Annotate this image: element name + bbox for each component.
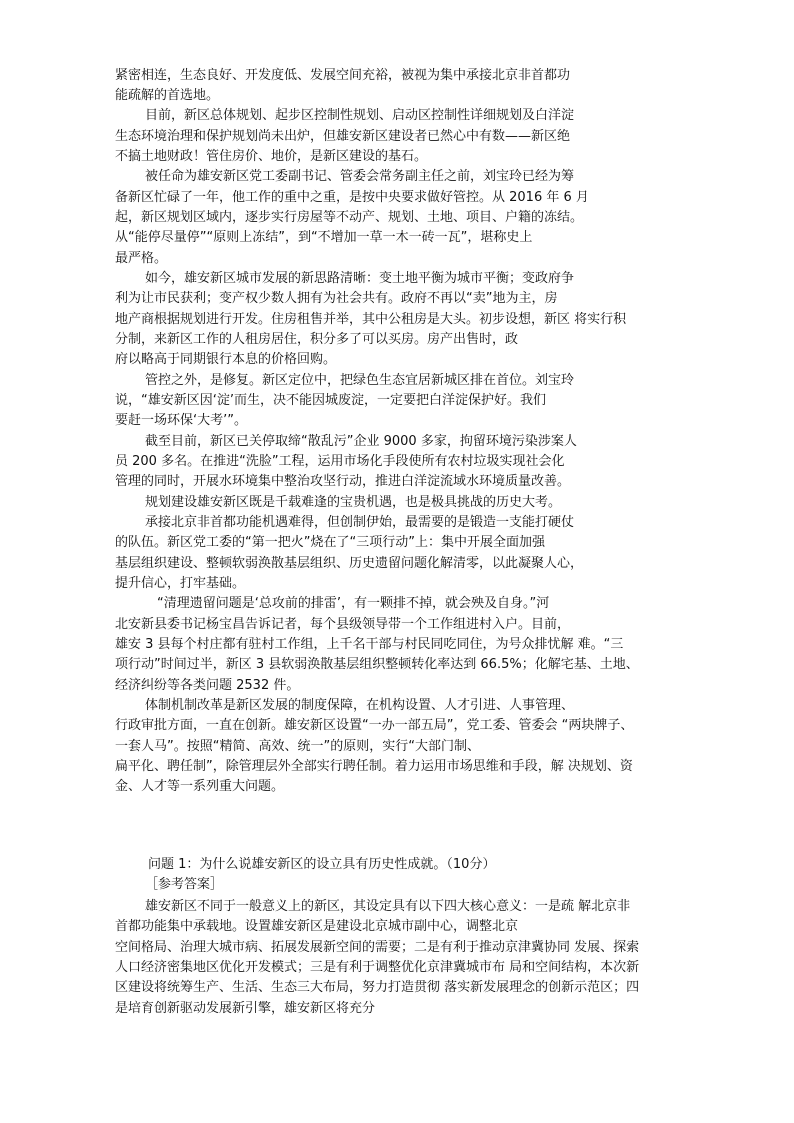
answer-line: 空间格局、治理大城市病、拓展发展新空间的需要；二是有利于推动京津冀协同 发展、探索: [115, 940, 640, 955]
body-line: 项行动”时间过半，新区 3 县软弱涣散基层组织整顿转化率达到 66.5%；化解宅基、土地、: [115, 657, 639, 672]
body-line: 紧密相连，生态良好、开发度低、发展空间充裕，被视为集中承接北京非首都功: [115, 68, 571, 83]
answer-line: 人口经济密集地区优化开发模式；三是有利于调整优化京津冀城市布 局和空间结构，本次新: [115, 960, 640, 975]
body-line: 规划建设雄安新区既是千载难逢的宝贵机遇，也是极具挑战的历史大考。: [145, 495, 562, 510]
body-line: 不搞土地财政！管住房价、地价，是新区建设的基石。: [115, 149, 428, 164]
body-line: 最严格。: [115, 251, 168, 266]
body-line: 金、人才等一系列重大问题。: [115, 779, 285, 794]
answer-label: ［参考答案］: [145, 877, 224, 892]
answer-line: 是培育创新驱动发展新引擎，雄安新区将充分: [115, 1001, 376, 1016]
body-line: 截至目前，新区已关停取缔“散乱污”企业 9000 多家，拘留环境污染涉案人: [145, 434, 577, 449]
body-line: 起，新区规划区域内，逐步实行房屋等不动产、规划、土地、项目、户籍的冻结。: [115, 210, 584, 225]
body-line: 分制，来新区工作的人租房居住，积分多了可以买房。房产出售时，政: [115, 332, 519, 347]
body-line: 被任命为雄安新区党工委副书记、管委会常务副主任之前，刘宝玲已经为筹: [145, 169, 575, 184]
body-line: 地产商根据规划进行开发。住房租售并举，其中公租房是大头。初步设想，新区 将实行积: [115, 312, 627, 327]
body-line: 府以略高于同期银行本息的价格回购。: [115, 352, 337, 367]
body-line: 管控之外，是修复。新区定位中，把绿色生态宜居新城区排在首位。刘宝玲: [145, 373, 575, 388]
body-line: 目前，新区总体规划、起步区控制性规划、启动区控制性详细规划及白洋淀: [145, 108, 575, 123]
answer-line: 雄安新区不同于一般意义上的新区，其设定具有以下四大核心意义：一是疏 解北京非: [145, 899, 631, 914]
body-line: 基层组织建设、整顿软弱涣散基层组织、历史遗留问题化解清零，以此凝聚人心，: [115, 556, 584, 571]
body-line: 员 200 多名。在推进“洗脸”工程，运用市场化手段使所有农村垃圾实现社会化: [115, 454, 565, 469]
body-line: “清理遗留问题是‘总攻前的排雷’，有一颗排不掉，就会殃及自身。”河: [157, 596, 550, 611]
question-title: 问题 1：为什么说雄安新区的设立具有历史性成就。（10分）: [148, 857, 496, 872]
body-line: 要赶一场环保‘大考’”。: [115, 413, 247, 428]
body-line: 扁平化、聘任制”，除管理层外全部实行聘任制。着力运用市场思维和手段，解 决规划、资: [115, 759, 633, 774]
body-line: 提升信心，打牢基础。: [115, 576, 246, 591]
body-line: 的队伍。新区党工委的“第一把火”烧在了“三项行动”上：集中开展全面加强: [115, 535, 545, 550]
body-line: 说，“雄安新区因‘淀’而生，决不能因城废淀，一定要把白洋淀保护好。我们: [115, 393, 546, 408]
body-line: 承接北京非首都功能机遇难得，但创制伊始，最需要的是锻造一支能打硬仗: [145, 515, 575, 530]
body-line: 行政审批方面，一直在创新。雄安新区设置“一办一部五局”，党工委、管委会 “两块牌子、: [115, 718, 634, 733]
body-line: 生态环境治理和保护规划尚未出炉，但雄安新区建设者已然心中有数——新区绝: [115, 129, 571, 144]
body-line: 如今，雄安新区城市发展的新思路清晰：变土地平衡为城市平衡；变政府争: [145, 271, 575, 286]
body-line: 一套人马”。按照“精简、高效、统一”的原则，实行“大部门制、: [115, 739, 480, 754]
body-line: 能疏解的首选地。: [115, 88, 220, 103]
body-line: 北安新县委书记杨宝昌告诉记者，每个县级领导带一个工作组进村入户。目前，: [115, 617, 571, 632]
body-line: 备新区忙碌了一年，他工作的重中之重，是按中央要求做好管控。从 2016 年 6 月: [115, 190, 589, 205]
body-line: 利为让市民获利；变产权少数人拥有为社会共有。政府不再以“卖”地为主，房: [115, 291, 558, 306]
answer-line: 区建设将统筹生产、生活、生态三大布局，努力打造贯彻 落实新发展理念的创新示范区；四: [115, 980, 640, 995]
body-line: 雄安 3 县每个村庄都有驻村工作组，上千名干部与村民同吃同住，为号众排忧解 难。“三: [115, 637, 624, 652]
body-line: 管理的同时，开展水环境集中整治攻坚行动，推进白洋淀流域水环境质量改善。: [115, 474, 571, 489]
body-line: 从“能停尽量停”“原则上冻结”，到“不增加一草一木一砖一瓦”，堪称史上: [115, 230, 533, 245]
body-line: 体制机制改革是新区发展的制度保障，在机构设置、人才引进、人事管理、: [145, 698, 575, 713]
body-line: 经济纠纷等各类问题 2532 件。: [115, 678, 300, 693]
answer-line: 首都功能集中承载地。设置雄安新区是建设北京城市副中心，调整北京: [115, 919, 519, 934]
